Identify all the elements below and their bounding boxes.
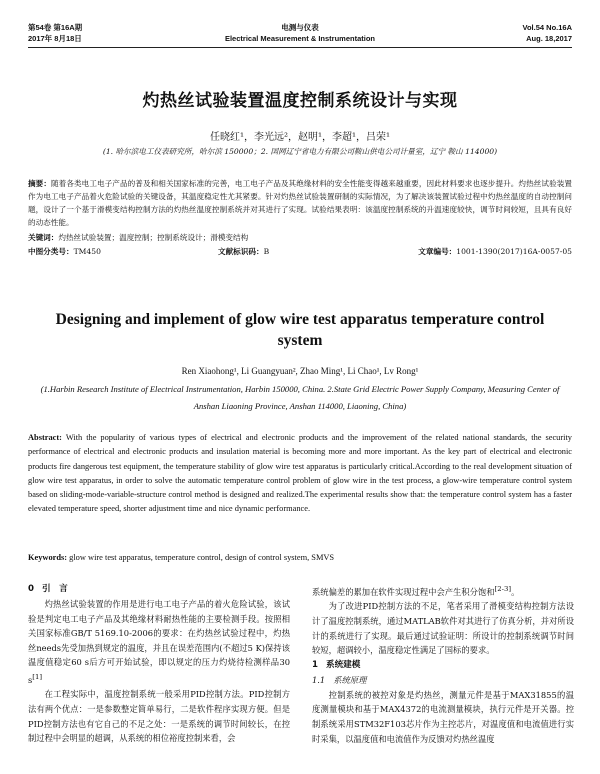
keywords-zh-text: 灼热丝试验装置；温度控制；控制系统设计；滑模变结构 (58, 233, 249, 242)
subsection-number: 1.1 (312, 674, 326, 685)
paragraph: 控制系统的被控对象是灼热丝，测量元件是基于MAX31855的温度测量模块和基于MAX4372的电流测量模块，执行元件是开关器。控制系统采用STM32F103芯片作为主控芯片，对温度值和电流值进行实时采集，以温度值和电流值作为反馈对灼热丝温度 (312, 689, 574, 744)
header-volume-en (523, 22, 572, 44)
affiliation-zh: (1. 哈尔滨电工仪表研究所，哈尔滨 150000；2. 国网辽宁省电力有限公司鞍山供电公司计量室，辽宁 鞍山 114000) (102, 147, 498, 156)
keywords-en (28, 553, 572, 562)
header-issue: 第54卷 第16A期 (28, 23, 83, 32)
authors-en: Ren Xiaohong¹, Li Guangyuan², Zhao Ming¹, Li Chao¹, Lv Rong¹ (181, 366, 419, 376)
clc-value: TM450 (73, 247, 101, 256)
abstract-zh (28, 177, 572, 229)
clc-code (28, 246, 101, 257)
paper-title-en: Designing and implement of glow wire test apparatus temperature control system (55, 311, 545, 349)
doc-value: B (263, 247, 270, 256)
article-value: 1001-1390(2017)16A-0057-05 (456, 247, 572, 256)
journal-name-en: Electrical Measurement & Instrumentation (224, 34, 376, 43)
abstract-zh-text: 随着各类电工电子产品的普及和相关国家标准的完善，电工电子产品及其绝缘材料的安全性能变得越来越重要，因此材料要求也逐步提升。灼热丝试验装置作为电工电子产品着火危险试验的关键设备，其温度稳定性尤其紧要。针对灼热丝试验装置研制的实际情况，为了解决该装置试验过程中灼热丝温度的自动控制问题，设计了一个基于滑模变结构控制方法的灼热丝温度控制系统并对其进行了实现。试验结果表明：该温度控制系统的升温速度较快，调节时间较短，且具有良好的动态性能。 (28, 179, 573, 227)
header-date: 2017年 8月18日 (28, 34, 82, 43)
article-label: 文章编号： (418, 247, 457, 256)
section-number: 1 (312, 659, 318, 670)
abstract-en-text: With the popularity of various types of electrical and electronic products and the improvement of the related national standards, the security performance of electrical and electronic products and insulation material is becoming more and more important. As the key part of electrical and electronic products fire dangerous test equipment, the temperature stability of glow wire test apparatus is particularly critical.According to the real development situation of glow wire test apparatus, in order to solve the automatic temperature control problem of glow wire in the test process, a glow-wire temperature control system based on sliding-mode-variable-structure control method is designed and realized.The experimental results show that: the temperature control system has a faster elevated temperature speed, shorter adjustment time and nice dynamic performance. (28, 433, 572, 514)
keywords-zh (28, 231, 572, 244)
keywords-en-text: glow wire test apparatus, temperature control, design of control system, SMVS (69, 553, 335, 562)
affiliation-en: (1.Harbin Research Institute of Electrical Instrumentation, Harbin 150000, China. 2.State Grid Electric Power Supply Company, Measuring Center of Anshan Liaoning Province, Anshan 114000, Liaoning, China) (40, 384, 560, 411)
section-heading-intro (28, 582, 290, 597)
paragraph: 为了改进PID控制方法的不足，笔者采用了滑模变结构控制方法设计了温度控制系统，通过MATLAB软件对其进行了仿真分析，并对所设计的系统进行了实现。最后通过试验证明：所设计的控制系统调节时间较短，超调较小，温度稳定性满足了国标的要求。 (312, 601, 574, 656)
body-column-right (312, 582, 574, 746)
header-issue-en: Vol.54 No.16A (522, 23, 572, 32)
paragraph (312, 582, 574, 599)
authors-zh: 任晓红¹，李光远²，赵明¹，李超¹，吕荣¹ (209, 132, 391, 143)
citation: [2-3] (494, 585, 512, 593)
section-title: 引 言 (41, 584, 68, 594)
journal-name-zh: 电测与仪表 (281, 23, 319, 32)
paragraph-text: 系统偏差的累加在软件实现过程中会产生积分饱和 (312, 586, 495, 597)
article-number (418, 246, 572, 257)
abstract-en (28, 431, 572, 517)
header-journal (28, 22, 572, 44)
body-column-left (28, 582, 290, 746)
running-header (28, 22, 572, 48)
doc-code (218, 246, 269, 257)
section-number: 0 (28, 584, 34, 594)
keywords-zh-label: 关键词： (28, 233, 59, 242)
paper-title-zh: 灼热丝试验装置温度控制系统设计与实现 (142, 91, 458, 111)
clc-label: 中图分类号： (28, 247, 74, 256)
paragraph: 在工程实际中，温度控制系统一般采用PID控制方法。PID控制方法有两个优点：一是参数整定简单易行，二是软件程序实现方便。但是PID控制方法也有它自己的不足之处：一是系统的调节时间较长，在控制过程中会明显的超调，从系统的相位裕度控制来看，会 (28, 689, 290, 744)
paragraph-text: 灼热丝试验装置的作用是进行电工电子产品的着火危险试验，该试验是判定电工电子产品及其绝缘材料耐热性能的主要检测手段。按照相关国家标准GB/T 5169.10-2006的要求：在灼热丝试验过程中，灼热丝needs先受加热到规定的温度，并且在误差范围内(不超过5 K)保持该温度值稳定60 s后方可开始试验，即以规定的压力灼烧待检测样品30 s (28, 599, 290, 685)
header-divider (28, 47, 572, 48)
keywords-en-label: Keywords: (28, 553, 68, 562)
subsection-title: 系统原理 (333, 674, 367, 685)
classification-row (28, 246, 572, 258)
abstract-zh-label: 摘要： (28, 179, 51, 188)
doc-label: 文献标识码： (218, 247, 264, 256)
paragraph-end: 。 (511, 586, 520, 597)
abstract-en-label: Abstract: (28, 433, 62, 442)
subsection-heading (312, 673, 574, 688)
header-date-en: Aug. 18,2017 (526, 34, 572, 43)
paragraph (28, 597, 290, 687)
section-title: 系统建模 (325, 659, 361, 670)
citation: [1] (32, 672, 43, 681)
section-heading-modeling (312, 658, 574, 673)
